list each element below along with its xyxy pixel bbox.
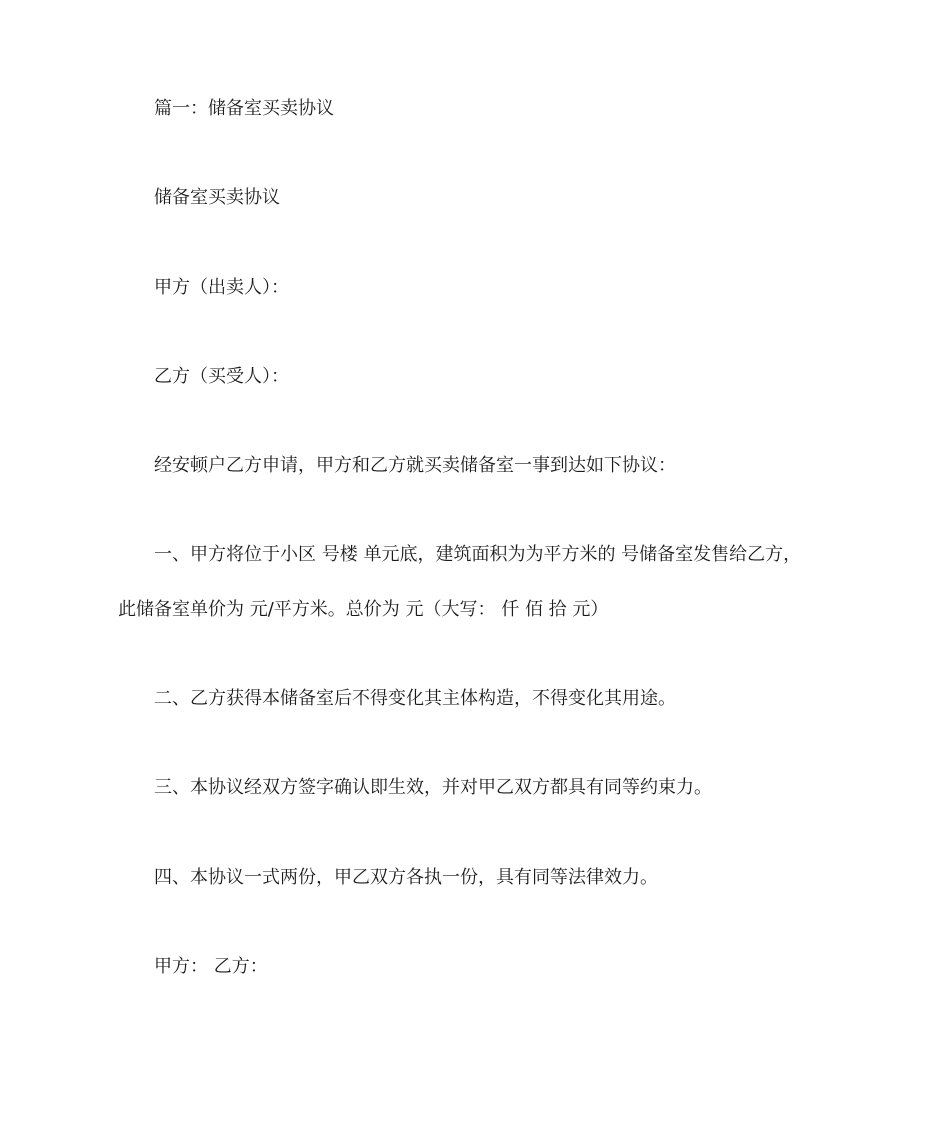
intro-paragraph: 经安顿户乙方申请，甲方和乙方就买卖储备室一事到达如下协议： <box>154 455 676 476</box>
clause-3: 三、本协议经双方签字确认即生效，并对甲乙双方都具有同等约束力。 <box>154 777 712 798</box>
clause-2: 二、乙方获得本储备室后不得变化其主体构造，不得变化其用途。 <box>154 688 676 709</box>
signature-line: 甲方： 乙方： <box>154 956 268 977</box>
clause-1-line-1: 一、甲方将位于小区 号楼 单元底，建筑面积为为平方米的 号储备室发售给乙方， <box>154 544 802 565</box>
party-a-line: 甲方（出卖人）： <box>154 277 289 298</box>
clause-4: 四、本协议一式两份，甲乙双方各执一份，具有同等法律效力。 <box>154 867 658 888</box>
document-title: 储备室买卖协议 <box>154 187 280 208</box>
party-b-line: 乙方（买受人）： <box>154 366 289 387</box>
document-heading: 篇一：储备室买卖协议 <box>154 98 334 119</box>
clause-1-line-2: 此储备室单价为 元/平方米。总价为 元（大写： 仟 佰 拾 元） <box>118 599 609 620</box>
